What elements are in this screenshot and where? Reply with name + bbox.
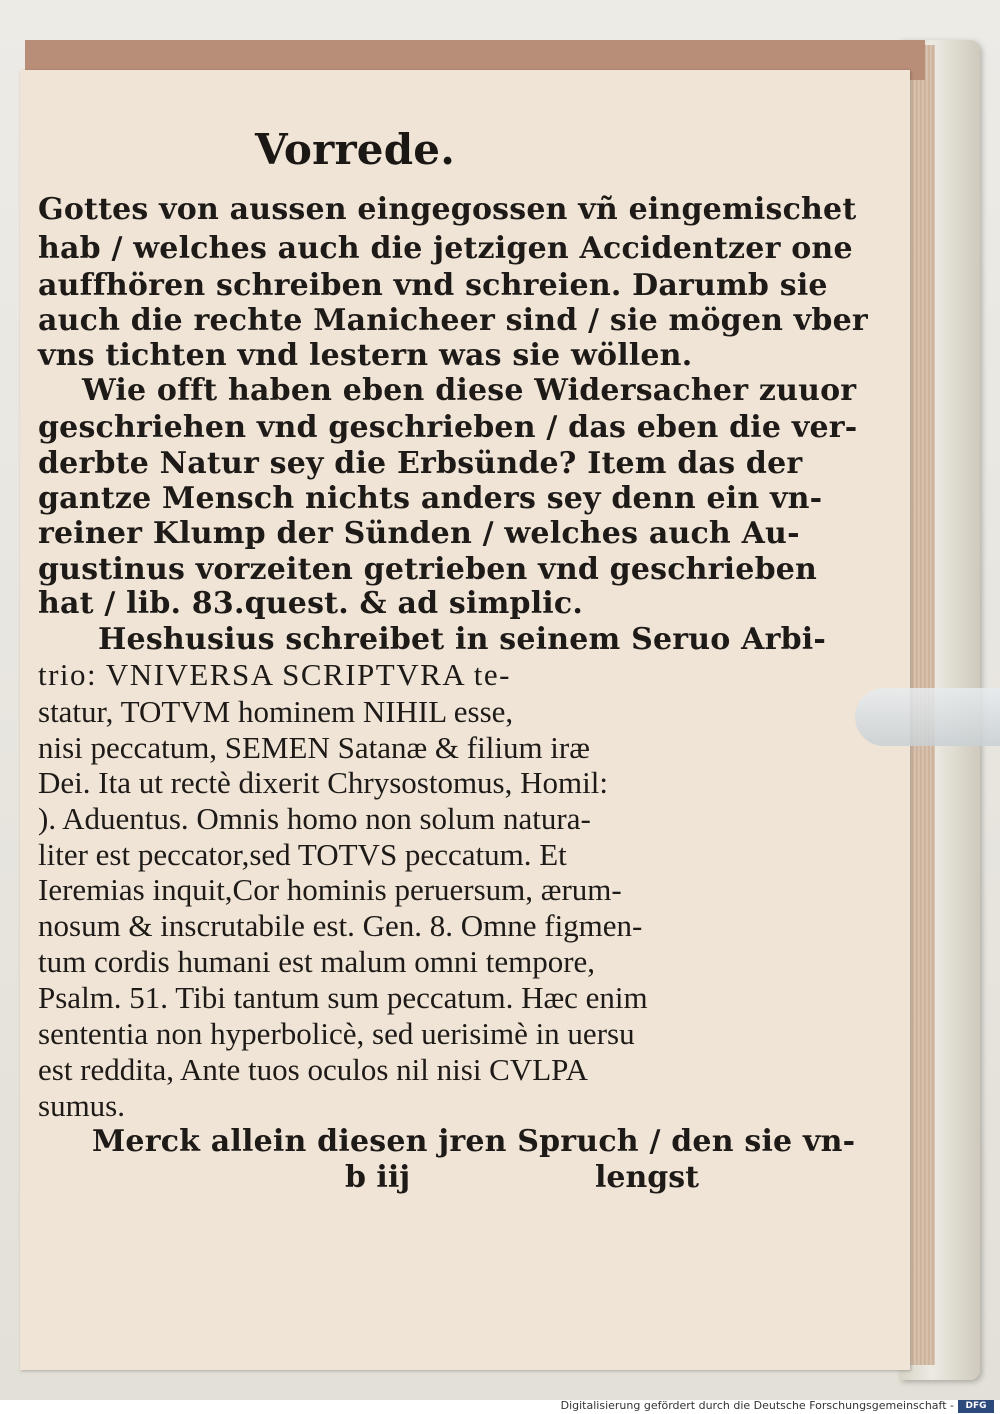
text-line: trio: VNIVERSA SCRIPTVRA te- xyxy=(38,657,511,692)
text-line: Gottes von aussen eingegossen vñ eingemischet xyxy=(38,192,857,227)
catchword: lengst xyxy=(595,1160,700,1195)
text-line: auffhören schreiben vnd schreien. Darumb sie xyxy=(38,268,828,303)
text-line: Ieremias inquit,Cor hominis peruersum, ærum- xyxy=(38,872,622,907)
text-line: Dei. Ita ut rectè dixerit Chrysostomus, Homil: xyxy=(38,765,608,800)
text-line: ). Aduentus. Omnis homo non solum natura- xyxy=(38,801,591,836)
text-line: gantze Mensch nichts anders sey denn ein vn- xyxy=(38,481,823,516)
text-line: vns tichten vnd lestern was sie wöllen. xyxy=(38,338,693,373)
page-heading: Vorrede. xyxy=(255,125,456,174)
text-line: Psalm. 51. Tibi tantum sum peccatum. Hæc enim xyxy=(38,980,648,1015)
text-line: nisi peccatum, SEMEN Satanæ & filium iræ xyxy=(38,730,590,765)
text-line: sententia non hyperbolicè, sed uerisimè in uersu xyxy=(38,1016,635,1051)
signature-mark: b iij xyxy=(345,1160,411,1195)
text-line: Heshusius schreibet in seinem Seruo Arbi- xyxy=(98,622,827,657)
page-clip xyxy=(855,688,1000,746)
text-line: geschriehen vnd geschrieben / das eben die ver- xyxy=(38,410,858,445)
dfg-logo: DFG xyxy=(958,1400,994,1413)
text-line: est reddita, Ante tuos oculos nil nisi CVLPA xyxy=(38,1052,588,1087)
text-line: reiner Klump der Sünden / welches auch Au- xyxy=(38,516,800,551)
text-line: auch die rechte Manicheer sind / sie mögen vber xyxy=(38,303,868,338)
text-line: gustinus vorzeiten getrieben vnd geschrieben xyxy=(38,552,818,587)
text-line: liter est peccator,sed TOTVS peccatum. Et xyxy=(38,837,567,872)
text-line: hat / lib. 83.quest. & ad simplic. xyxy=(38,586,584,621)
footer-credit: Digitalisierung gefördert durch die Deutsche Forschungsgemeinschaft - xyxy=(560,1399,954,1412)
text-line: Wie offt haben eben diese Widersacher zuuor xyxy=(82,373,857,408)
text-line: tum cordis humani est malum omni tempore, xyxy=(38,944,596,979)
text-line: Merck allein diesen jren Spruch / den sie vn- xyxy=(92,1124,856,1159)
text-line: hab / welches auch die jetzigen Accidentzer one xyxy=(38,231,853,266)
text-line: statur, TOTVM hominem NIHIL esse, xyxy=(38,694,514,729)
text-line: sumus. xyxy=(38,1088,125,1123)
text-line: derbte Natur sey die Erbsünde? Item das der xyxy=(38,446,803,481)
text-line: nosum & inscrutabile est. Gen. 8. Omne figmen- xyxy=(38,908,643,943)
